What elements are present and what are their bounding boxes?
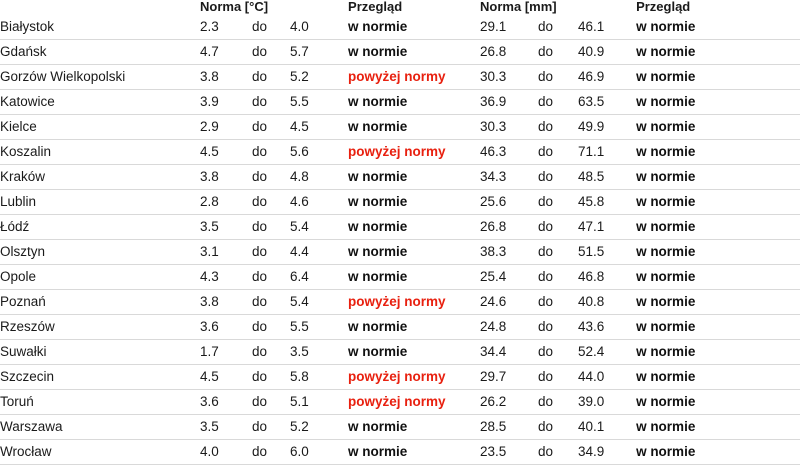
cell-temp-min: 2.9 <box>200 119 219 134</box>
cell-precip-max: 51.5 <box>578 244 605 259</box>
cell-precip-verdict: w normie <box>636 144 696 159</box>
table-row <box>0 239 800 264</box>
cell-city: Poznań <box>0 294 46 309</box>
cell-precip-verdict: w normie <box>636 294 696 309</box>
cell-temp-max: 5.1 <box>290 394 309 409</box>
cell-precip-verdict: w normie <box>636 69 696 84</box>
cell-temp-max: 3.5 <box>290 344 309 359</box>
header-city <box>0 0 200 14</box>
cell-precip-do: do <box>538 444 554 459</box>
cell-precip-verdict: w normie <box>636 394 696 409</box>
table-body <box>0 14 800 464</box>
cell-temp-verdict: w normie <box>348 194 408 209</box>
cell-precip-verdict: w normie <box>636 44 696 59</box>
cell-precip-do: do <box>538 119 554 134</box>
cell-temp-max: 4.0 <box>290 18 309 34</box>
cell-temp-verdict: w normie <box>348 319 408 334</box>
cell-precip-do: do <box>538 319 554 334</box>
cell-temp-min: 3.6 <box>200 319 219 334</box>
table-row <box>0 389 800 414</box>
cell-temp-max: 6.0 <box>290 444 309 459</box>
cell-precip-max: 47.1 <box>578 219 605 234</box>
cell-temp-max: 4.6 <box>290 194 309 209</box>
cell-temp-min: 4.3 <box>200 269 219 284</box>
cell-temp-verdict: w normie <box>348 244 408 259</box>
cell-precip-max: 34.9 <box>578 444 605 459</box>
table-row <box>0 139 800 164</box>
cell-precip-verdict: w normie <box>636 319 696 334</box>
cell-temp-do: do <box>252 394 268 409</box>
cell-temp-do: do <box>252 18 268 34</box>
cell-precip-do: do <box>538 144 554 159</box>
table-row <box>0 289 800 314</box>
cell-temp-do: do <box>252 244 268 259</box>
cell-temp-max: 5.6 <box>290 144 309 159</box>
cell-precip-max: 39.0 <box>578 394 605 409</box>
cell-temp-do: do <box>252 294 268 309</box>
cell-temp-verdict: w normie <box>348 94 408 109</box>
cell-temp-min: 1.7 <box>200 344 219 359</box>
table-row <box>0 364 800 389</box>
cell-precip-min: 30.3 <box>480 69 507 84</box>
cell-precip-verdict: w normie <box>636 269 696 284</box>
cell-temp-min: 2.3 <box>200 18 219 34</box>
cell-precip-max: 52.4 <box>578 344 605 359</box>
table-row <box>0 14 800 39</box>
cell-precip-max: 49.9 <box>578 119 605 134</box>
cell-precip-max: 46.1 <box>578 18 605 34</box>
cell-precip-min: 24.6 <box>480 294 507 309</box>
cell-temp-verdict: w normie <box>348 18 408 34</box>
cell-temp-min: 4.0 <box>200 444 219 459</box>
cell-precip-min: 25.4 <box>480 269 507 284</box>
cell-city: Lublin <box>0 194 37 209</box>
cell-temp-min: 3.1 <box>200 244 219 259</box>
cell-precip-min: 30.3 <box>480 119 507 134</box>
cell-temp-min: 4.5 <box>200 144 219 159</box>
cell-temp-max: 4.8 <box>290 169 309 184</box>
cell-temp-verdict: w normie <box>348 419 408 434</box>
table-row <box>0 414 800 439</box>
cell-precip-min: 26.2 <box>480 394 507 409</box>
cell-temp-do: do <box>252 44 268 59</box>
cell-precip-do: do <box>538 269 554 284</box>
cell-precip-do: do <box>538 169 554 184</box>
cell-precip-max: 44.0 <box>578 369 605 384</box>
table-row <box>0 214 800 239</box>
cell-precip-min: 28.5 <box>480 419 507 434</box>
cell-city: Kielce <box>0 119 37 134</box>
cell-city: Szczecin <box>0 369 55 384</box>
cell-precip-do: do <box>538 94 554 109</box>
header-norm-temperature: Norma [°C] <box>200 0 269 14</box>
table-row <box>0 64 800 89</box>
cell-precip-max: 63.5 <box>578 94 605 109</box>
cell-precip-min: 38.3 <box>480 244 507 259</box>
cell-temp-do: do <box>252 119 268 134</box>
cell-precip-max: 43.6 <box>578 319 605 334</box>
cell-precip-verdict: w normie <box>636 419 696 434</box>
cell-precip-min: 26.8 <box>480 219 507 234</box>
cell-temp-do: do <box>252 444 268 459</box>
cell-temp-min: 2.8 <box>200 194 219 209</box>
cell-precip-max: 46.8 <box>578 269 605 284</box>
cell-precip-min: 36.9 <box>480 94 507 109</box>
cell-temp-max: 5.8 <box>290 369 309 384</box>
cell-temp-max: 5.4 <box>290 294 309 309</box>
cell-temp-max: 5.4 <box>290 219 309 234</box>
cell-precip-do: do <box>538 369 554 384</box>
cell-precip-min: 25.6 <box>480 194 507 209</box>
cell-city: Warszawa <box>0 419 63 434</box>
cell-precip-do: do <box>538 419 554 434</box>
cell-city: Kraków <box>0 169 46 184</box>
cell-temp-do: do <box>252 419 268 434</box>
cell-precip-min: 34.4 <box>480 344 507 359</box>
cell-precip-verdict: w normie <box>636 94 696 109</box>
header-verdict-temperature: Przegląd <box>348 0 403 14</box>
cell-temp-verdict: w normie <box>348 444 408 459</box>
cell-city: Katowice <box>0 94 55 109</box>
cell-city: Suwałki <box>0 344 47 359</box>
cell-city: Rzeszów <box>0 319 55 334</box>
cell-temp-max: 4.4 <box>290 244 309 259</box>
cell-precip-do: do <box>538 44 554 59</box>
cell-temp-max: 5.7 <box>290 44 309 59</box>
cell-temp-verdict: powyżej normy <box>348 69 446 84</box>
cell-temp-verdict: w normie <box>348 344 408 359</box>
cell-precip-verdict: w normie <box>636 219 696 234</box>
table-row <box>0 439 800 464</box>
cell-temp-verdict: w normie <box>348 169 408 184</box>
cell-city: Wrocław <box>0 444 52 459</box>
cell-precip-max: 48.5 <box>578 169 605 184</box>
cell-temp-min: 3.8 <box>200 294 219 309</box>
cell-city: Opole <box>0 269 37 284</box>
table-row <box>0 314 800 339</box>
cell-temp-do: do <box>252 144 268 159</box>
cell-precip-do: do <box>538 69 554 84</box>
cell-precip-verdict: w normie <box>636 344 696 359</box>
cell-precip-do: do <box>538 244 554 259</box>
cell-precip-verdict: w normie <box>636 18 696 34</box>
cell-precip-verdict: w normie <box>636 119 696 134</box>
cell-temp-do: do <box>252 319 268 334</box>
cell-temp-do: do <box>252 219 268 234</box>
cell-temp-max: 4.5 <box>290 119 309 134</box>
cell-precip-max: 40.9 <box>578 44 605 59</box>
cell-precip-do: do <box>538 344 554 359</box>
cell-precip-min: 34.3 <box>480 169 507 184</box>
cell-temp-min: 3.5 <box>200 419 219 434</box>
cell-precip-do: do <box>538 18 554 34</box>
cell-temp-min: 3.6 <box>200 394 219 409</box>
cell-temp-max: 5.2 <box>290 419 309 434</box>
cell-temp-do: do <box>252 69 268 84</box>
cell-city: Olsztyn <box>0 244 46 259</box>
cell-precip-min: 24.8 <box>480 319 507 334</box>
cell-precip-min: 26.8 <box>480 44 507 59</box>
cell-precip-max: 71.1 <box>578 144 605 159</box>
cell-temp-verdict: w normie <box>348 44 408 59</box>
cell-city: Łódź <box>0 219 30 234</box>
cell-precip-verdict: w normie <box>636 194 696 209</box>
cell-precip-min: 29.1 <box>480 18 507 34</box>
cell-city: Gdańsk <box>0 44 47 59</box>
cell-precip-do: do <box>538 394 554 409</box>
table-row <box>0 189 800 214</box>
cell-temp-verdict: w normie <box>348 219 408 234</box>
cell-temp-do: do <box>252 344 268 359</box>
table-header-row <box>0 0 800 14</box>
cell-city: Koszalin <box>0 144 52 159</box>
cell-precip-verdict: w normie <box>636 444 696 459</box>
cell-temp-do: do <box>252 369 268 384</box>
cell-temp-do: do <box>252 269 268 284</box>
cell-precip-verdict: w normie <box>636 169 696 184</box>
cell-precip-do: do <box>538 219 554 234</box>
cell-city: Toruń <box>0 394 34 409</box>
cell-temp-max: 5.5 <box>290 319 309 334</box>
cell-temp-min: 3.9 <box>200 94 219 109</box>
cell-city: Gorzów Wielkopolski <box>0 69 126 84</box>
cell-temp-min: 3.8 <box>200 169 219 184</box>
cell-precip-do: do <box>538 194 554 209</box>
cell-temp-min: 4.7 <box>200 44 219 59</box>
cell-precip-max: 45.8 <box>578 194 605 209</box>
cell-precip-max: 40.1 <box>578 419 605 434</box>
cell-precip-do: do <box>538 294 554 309</box>
cell-precip-min: 23.5 <box>480 444 507 459</box>
table-row <box>0 339 800 364</box>
cell-precip-max: 46.9 <box>578 69 605 84</box>
cell-temp-min: 3.8 <box>200 69 219 84</box>
header-norm-precipitation: Norma [mm] <box>480 0 557 14</box>
cell-precip-min: 46.3 <box>480 144 507 159</box>
cell-precip-verdict: w normie <box>636 369 696 384</box>
header-verdict-precipitation: Przegląd <box>636 0 691 14</box>
cell-temp-verdict: powyżej normy <box>348 394 446 409</box>
cell-temp-verdict: powyżej normy <box>348 144 446 159</box>
cell-precip-min: 29.7 <box>480 369 507 384</box>
table-row <box>0 164 800 189</box>
cell-temp-verdict: w normie <box>348 269 408 284</box>
cell-temp-max: 5.5 <box>290 94 309 109</box>
cell-temp-do: do <box>252 169 268 184</box>
cell-temp-verdict: powyżej normy <box>348 369 446 384</box>
cell-temp-verdict: w normie <box>348 119 408 134</box>
cell-precip-verdict: w normie <box>636 244 696 259</box>
cell-temp-min: 4.5 <box>200 369 219 384</box>
table-row <box>0 89 800 114</box>
cell-temp-max: 5.2 <box>290 69 309 84</box>
cell-temp-do: do <box>252 94 268 109</box>
cell-temp-verdict: powyżej normy <box>348 294 446 309</box>
table-header <box>0 0 800 14</box>
cell-city: Białystok <box>0 18 55 34</box>
cell-temp-min: 3.5 <box>200 219 219 234</box>
table-row <box>0 264 800 289</box>
table-row <box>0 114 800 139</box>
table-row <box>0 39 800 64</box>
cell-temp-max: 6.4 <box>290 269 309 284</box>
cell-precip-max: 40.8 <box>578 294 605 309</box>
cell-temp-do: do <box>252 194 268 209</box>
